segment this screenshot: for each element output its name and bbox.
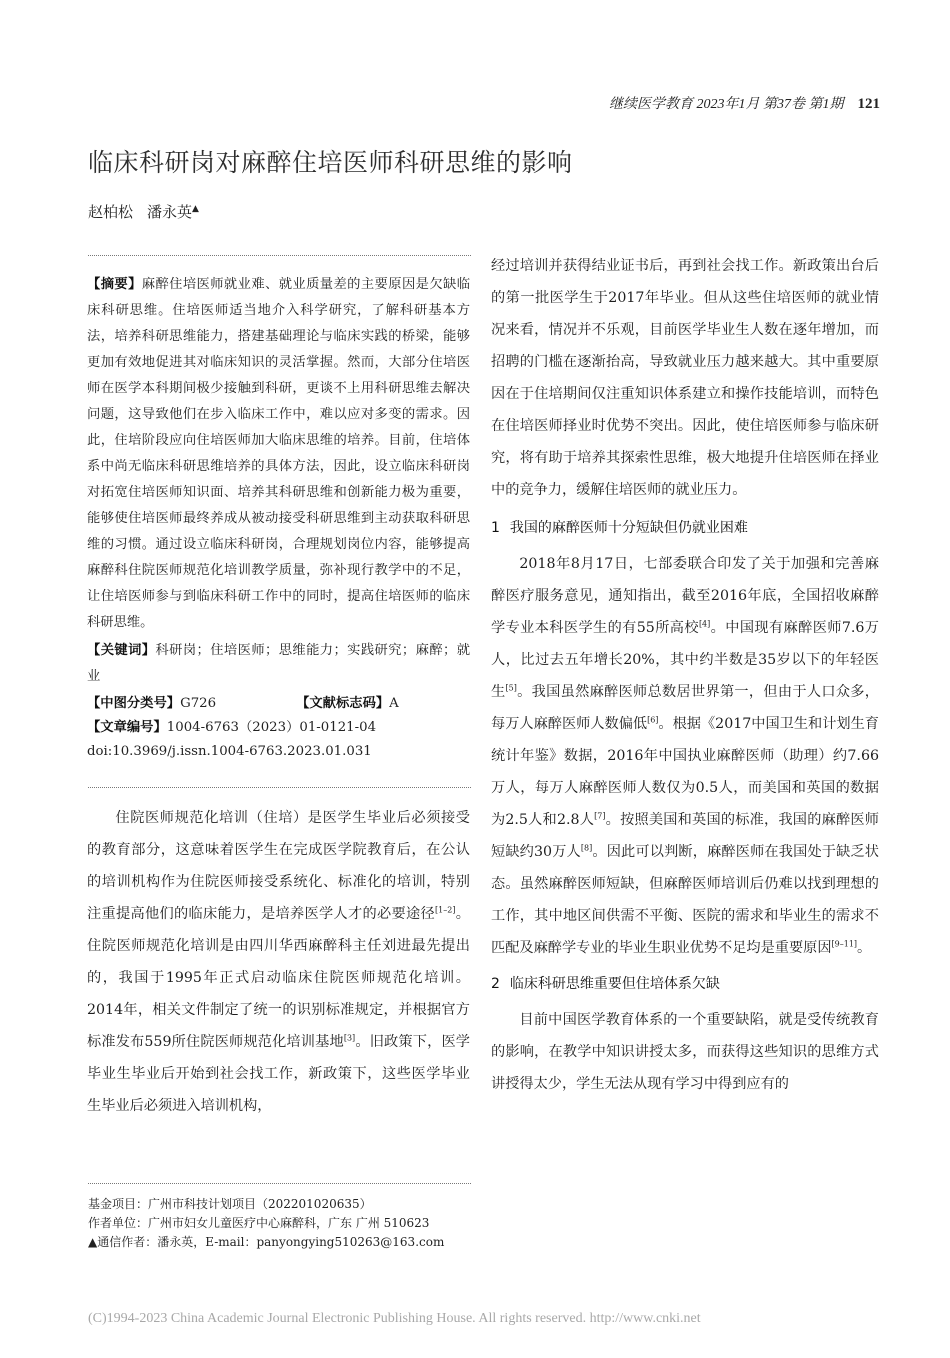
citation: [1–2] xyxy=(435,905,456,915)
section-2-number: 2 xyxy=(491,976,500,992)
citation: [6] xyxy=(647,715,659,725)
section-2-heading xyxy=(491,968,879,1000)
fund-note: 基金项目：广州市科技计划项目（202201020635） xyxy=(88,1197,372,1211)
clc-label: 【中图分类号】 xyxy=(87,696,181,711)
journal-info: 继续医学教育 2023年1月 第37卷 第1期 xyxy=(609,97,844,112)
citation: [8] xyxy=(580,843,593,853)
s1-text-g: 。 xyxy=(857,940,872,956)
page-number: 121 xyxy=(857,96,880,112)
left-column-body xyxy=(87,802,470,1122)
classification-line xyxy=(87,692,470,716)
s1-text-e: 。按照美国和英国的标准，我国的麻醉医师短缺约30万人 xyxy=(491,812,879,860)
s1-text-f: 。因此可以判断，麻醉医师在我国处于缺乏状态。虽然麻醉医师短缺，但麻醉医师培训后仍难以找到理想的工作，其中地区间供需不平衡、医院的需求和毕业生的需求不匹配及麻醉学专业的毕业生职业优势不足均是重要原因 xyxy=(491,844,879,956)
intro-text-2: 。住院医师规范化培训是由四川华西麻醉科主任刘进最先提出的，我国于1995年正式启动临床住院医师规范化培训。2014年，相关文件制定了统一的识别标准规定，并根据官方标准发布559所住院医师规范化培训基地 xyxy=(87,906,470,1050)
citation: [4] xyxy=(698,619,711,629)
citation: [7] xyxy=(594,811,606,821)
article-no-value: 1004-6763（2023）01-0121-04 xyxy=(166,720,377,735)
intro-text-3: 。旧政策下，医学毕业生毕业后开始到社会找工作，新政策下，这些医学毕业生毕业后必须进入培训机构， xyxy=(87,1034,470,1114)
intro-text-1: 住院医师规范化培训（住培）是医学生毕业后必须接受的教育部分，这意味着医学生在完成医学院教育后，在公认的培训机构作为住院医师接受系统化、标准化的培训，特别注重提高他们的临床能力，是培养医学人才的必要途径 xyxy=(87,810,470,922)
citation: [9–11] xyxy=(831,939,858,949)
abstract xyxy=(87,272,470,636)
section-1-number: 1 xyxy=(491,520,500,536)
abstract-bottom-divider xyxy=(88,787,471,788)
citation: [5] xyxy=(505,683,517,693)
doc-code-value: A xyxy=(389,696,399,711)
continued-paragraph: 经过培训并获得结业证书后，再到社会找工作。新政策出台后的第一批医学生于2017年毕业。但从这些住培医师的就业情况来看，情况并不乐观，目前医学毕业生人数在逐年增加，而招聘的门槛在逐渐抬高，导致就业压力越来越大。其中重要原因在于住培期间仅注重知识体系建立和操作技能培训，而特色在住培医师择业时优势不突出。因此，使住培医师参与临床研究，将有助于培养其探索性思维，极大地提升住培医师在择业中的竞争力，缓解住培医师的就业压力。 xyxy=(491,258,879,498)
s1-text-a: 2018年8月17日，七部委联合印发了关于加强和完善麻醉医疗服务意见，通知指出，截至2016年底，全国招收麻醉学专业本科医学生的有55所高校 xyxy=(491,556,879,636)
abstract-label: 【摘要】 xyxy=(87,277,142,292)
section-2-paragraph: 目前中国医学教育体系的一个重要缺陷，就是受传统教育的影响，在教学中知识讲授太多，而获得这些知识的思维方式讲授得太少，学生无法从现有学习中得到应有的 xyxy=(491,1012,879,1092)
s1-text-b: 。中国现有麻醉医师7.6万人，比过去五年增长20%，其中约半数是35岁以下的年轻医生 xyxy=(491,620,879,700)
keywords-text: 科研岗；住培医师；思维能力；实践研究；麻醉；就业 xyxy=(87,643,471,684)
abstract-block xyxy=(87,272,470,764)
keywords-label: 【关键词】 xyxy=(87,643,156,658)
right-column-body xyxy=(491,250,879,1100)
section-2-title: 临床科研思维重要但住培体系欠缺 xyxy=(509,976,720,992)
s1-text-d: 。根据《2017中国卫生和计划生育统计年鉴》数据，2016年中国执业麻醉医师（助理）约7.66万人，每万人麻醉医师人数仅为0.5人，而美国和英国的数据为2.5人和2.8人 xyxy=(491,716,879,828)
paper-title: 临床科研岗对麻醉住培医师科研思维的影响 xyxy=(88,148,573,177)
author-1: 赵柏松 xyxy=(88,203,134,221)
article-number-line xyxy=(87,716,470,740)
clc-value: G726 xyxy=(180,696,217,711)
authors xyxy=(88,201,199,222)
copyright-line: (C)1994-2023 China Academic Journal Electronic Publishing House. All rights reserved. http://www.cnki.net xyxy=(88,1311,701,1326)
section-1-paragraph xyxy=(491,548,879,964)
article-no-label: 【文章编号】 xyxy=(87,720,167,735)
doc-code-label: 【文献标志码】 xyxy=(296,696,390,711)
section-1-title: 我国的麻醉医师十分短缺但仍就业困难 xyxy=(509,520,748,536)
affiliation-note: 作者单位：广州市妇女儿童医疗中心麻醉科，广东 广州 510623 xyxy=(88,1216,430,1230)
intro-paragraph xyxy=(87,802,470,1122)
footnotes xyxy=(88,1195,471,1252)
abstract-text: 麻醉住培医师就业难、就业质量差的主要原因是欠缺临床科研思维。住培医师适当地介入科学研究，了解科研基本方法，培养科研思维能力，搭建基础理论与临床实践的桥梁，能够更加有效地促进其对临床知识的灵活掌握。然而，大部分住培医师在医学本科期间极少接触到科研，更谈不上用科研思维去解决问题，这导致他们在步入临床工作中，难以应对多变的需求。因此，住培阶段应向住培医师加大临床思维的培养。目前，住培体系中尚无临床科研思维培养的具体方法，因此，设立临床科研岗对拓宽住培医师知识面、培养其科研思维和创新能力极为重要，能够使住培医师最终养成从被动接受科研思维到主动获取科研思维的习惯。通过设立临床科研岗，合理规划岗位内容，能够提高麻醉科住院医师规范化培训教学质量，弥补现行教学中的不足，让住培医师参与到临床科研工作中的同时，提高住培医师的临床科研思维。 xyxy=(87,277,471,630)
keywords xyxy=(87,638,470,690)
citation: [3] xyxy=(343,1033,356,1043)
abstract-top-divider xyxy=(88,255,471,256)
section-1-heading xyxy=(491,512,879,544)
footnote-divider xyxy=(88,1183,471,1184)
corresponding-note: ▲通信作者：潘永英，E-mail：panyongying510263@163.com xyxy=(88,1235,445,1249)
s1-text-c: 。我国虽然麻醉医师总数居世界第一，但由于人口众多，每万人麻醉医师人数偏低 xyxy=(491,684,879,732)
corresponding-mark: ▲ xyxy=(192,204,199,214)
doi: doi:10.3969/j.issn.1004-6763.2023.01.031 xyxy=(87,744,372,759)
running-header xyxy=(609,93,880,113)
author-2: 潘永英 xyxy=(147,203,193,221)
